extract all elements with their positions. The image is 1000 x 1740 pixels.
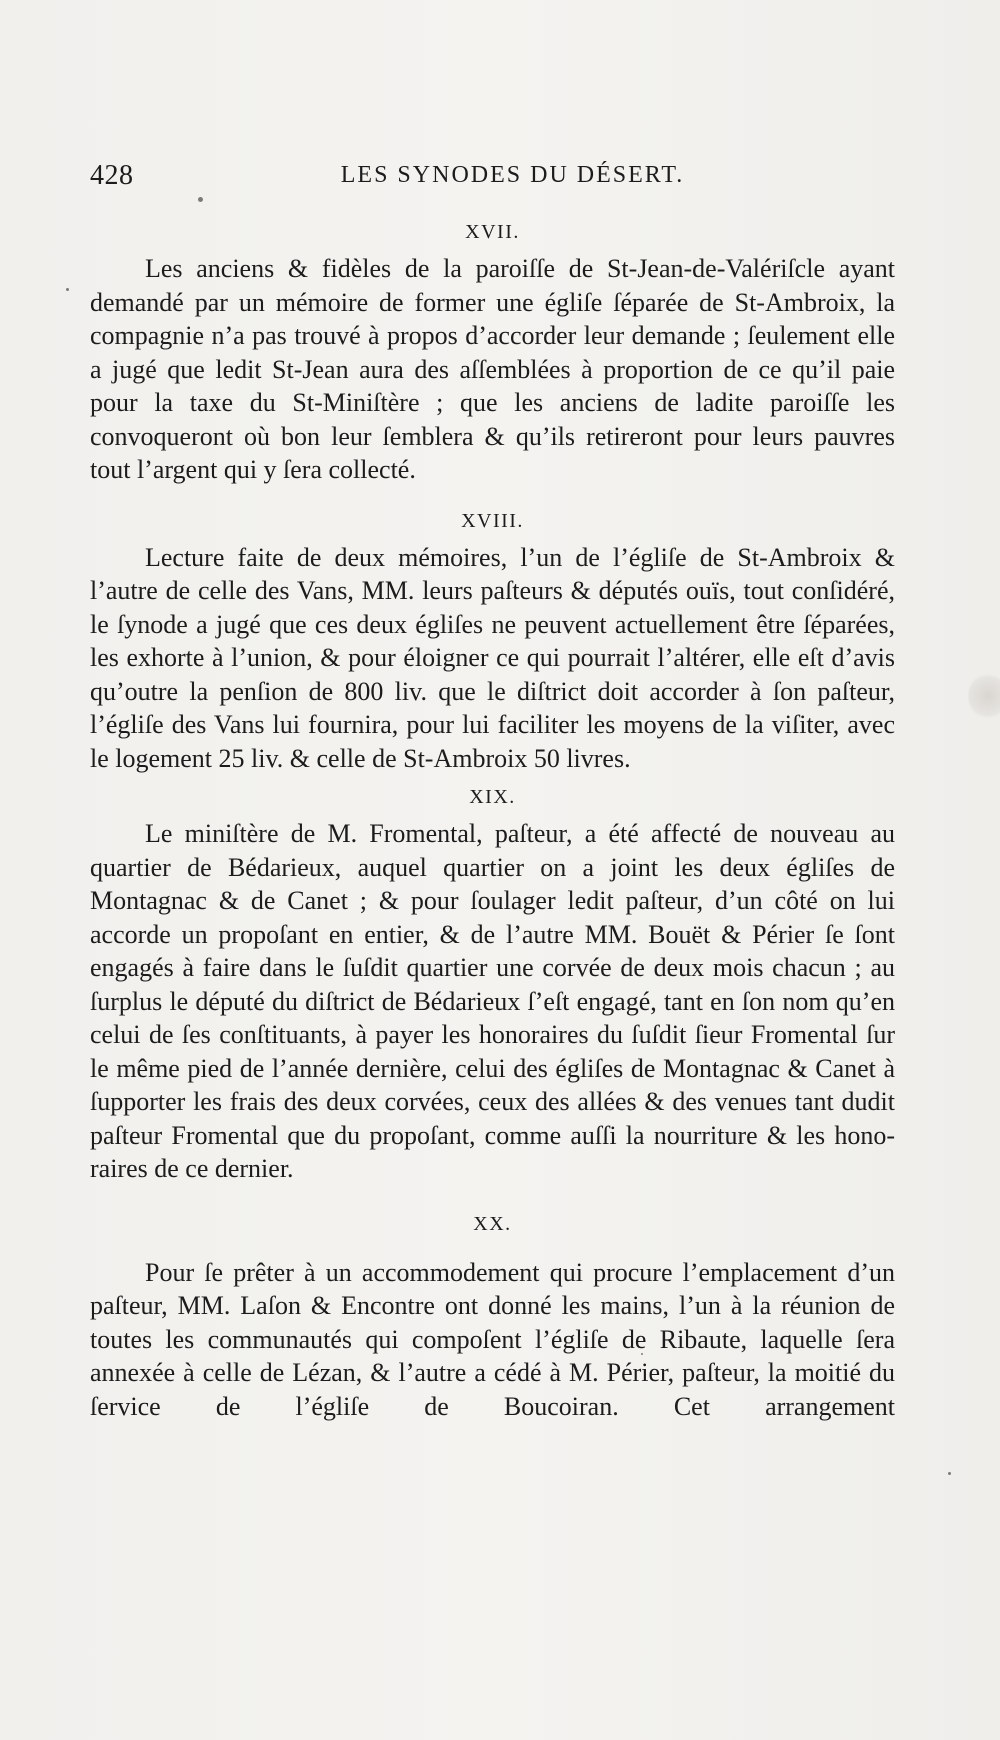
- section-number: XVIII.: [461, 509, 524, 532]
- running-head: LES SYNODES DU DÉSERT.: [340, 162, 685, 188]
- section-paragraph: Les anciens & fidèles de la paroiſſe de St-Jean-de-Valériſcle ayant demandé par un mémoire de former une égliſe ſéparée de St-Ambroix, la compagnie n’a pas trouvé à propos d’accorder leur demande ; ſeulement elle a jugé que ledit St-Jean aura des aſſemblées à proportion de ce qu’il paie pour la taxe du St-Miniſtère ; que les anciens de ladite paroiſſe les convoqueront où bon leur ſemblera & qu’ils retireront pour leurs pauvres tout l’argent qui y ſera collecté.: [90, 254, 895, 484]
- text-block: [90, 212, 895, 1423]
- page-header: [90, 160, 895, 200]
- section-number: XIX.: [469, 786, 516, 808]
- ink-speck: [66, 288, 69, 291]
- page-edge-stain: [968, 672, 1000, 720]
- ink-speck: [948, 1472, 951, 1475]
- section-paragraph: Lecture faite de deux mémoires, l’un de l’égliſe de St-Ambroix & l’autre de celle des Vans, MM. leurs paſteurs & députés ouïs, tout conſidéré, le ſynode a jugé que ces deux égliſes ne peuvent actuellement être ſéparées, les exhorte à l’union, & pour éloigner ce qui pourrait l’altérer, elle eſt d’avis qu’outre la penſion de 800 liv. que le diſtrict doit accorder à ſon paſteur, l’égliſe des Vans lui fournira, pour lui faciliter les moyens de la viſiter, avec le logement 25 liv. & celle de St-Ambroix 50 livres.: [90, 542, 895, 773]
- section-number: XVII.: [465, 221, 520, 243]
- section-number: XX.: [473, 1212, 512, 1235]
- section-paragraph: Pour ſe prêter à un accommodement qui procure l’emplacement d’un paſteur, MM. Laſon & Encontre ont donné les mains, l’un à la réunion de toutes les communautés qui compoſent l’égliſe de Ribaute, laquelle ſera annexée à celle de Lézan, & l’autre a cédé à M. Périer, paſteur, la moitié du ſervice de l’égliſe de Boucoiran. Cet arrangement: [90, 1257, 895, 1421]
- section-paragraph: Le miniſtère de M. Fromental, paſteur, a été affecté de nouveau au quartier de Bédarieux, auquel quartier on a joint les deux égliſes de Montagnac & de Canet ; & pour ſoulager ledit paſteur, d’un côté on lui accorde un propoſant en entier, & de l’autre MM. Bouët & Périer ſe ſont engagés à faire dans le ſuſdit quartier une corvée de deux mois chacun ; au ſurplus le député du diſtrict de Bédarieux ſ’eſt engagé, tant en ſon nom qu’en celui de ſes conſtituants, à payer les honoraires du ſuſdit ſieur Fromental ſur le même pied de l’année dernière, celui des égliſes de Montagnac & Canet à ſupporter les frais des deux corvées, ceux des allées & des venues tant dudit paſteur Fromental que du propoſant, comme auſſi la nourriture & les honoraires de ce dernier.: [90, 819, 895, 1183]
- page-number: 428: [90, 160, 134, 191]
